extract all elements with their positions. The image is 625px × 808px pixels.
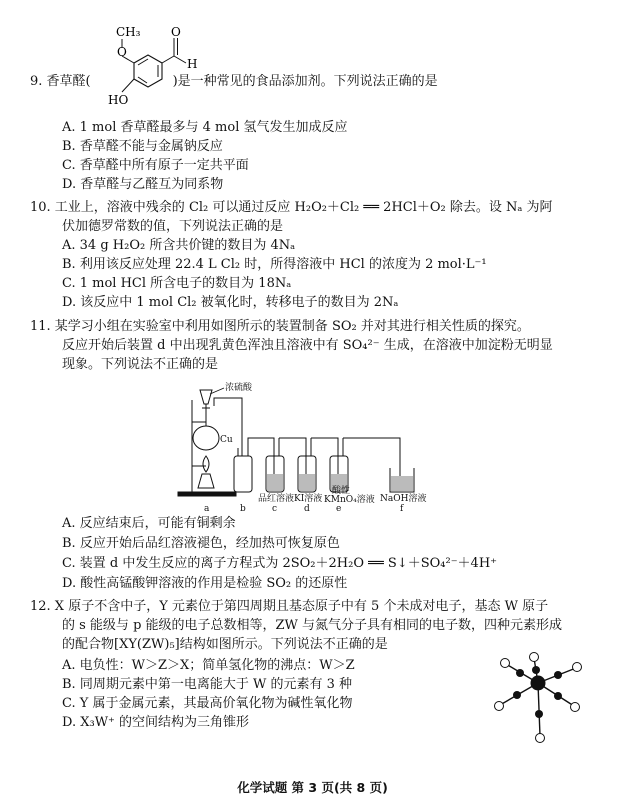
- q10-option-c: C. 1 mol HCl 所含电子的数目为 18Nₐ: [62, 276, 292, 291]
- q12-option-d: D. X₃W⁺ 的空间结构为三角锥形: [62, 715, 250, 730]
- central-atom: [531, 676, 546, 691]
- ligand-r-c: [554, 692, 562, 700]
- q12-option-c: C. Y 属于金属元素，其最高价氧化物为碱性氧化物: [62, 696, 353, 711]
- label-e-solution: KMnO₄溶液: [324, 495, 375, 505]
- ligand-l-c: [513, 691, 521, 699]
- q12-stem-1: 12. X 原子不含中子，Y 元素位于第四周期且基态原子中有 5 个未成对电子，基态 W 原子: [30, 599, 549, 614]
- aldehyde-bond: [162, 56, 174, 63]
- stand-base: [178, 492, 236, 496]
- dropping-funnel: [200, 390, 212, 404]
- q9-option-b: B. 香草醛不能与金属钠反应: [62, 139, 223, 154]
- ligand-top-c: [532, 666, 540, 674]
- complex-structure-diagram: [490, 650, 590, 748]
- letter-a: a: [204, 504, 210, 514]
- q9-option-c: C. 香草醛中所有原子一定共平面: [62, 158, 249, 173]
- letter-f: f: [400, 504, 404, 514]
- flask: [193, 426, 219, 450]
- ligand-l-o: [495, 702, 504, 711]
- q11-option-d: D. 酸性高锰酸钾溶液的作用是检验 SO₂ 的还原性: [62, 576, 348, 591]
- q11-stem-1: 11. 某学习小组在实验室中利用如图所示的装置制备 SO₂ 并对其进行相关性质的探究。: [30, 319, 530, 334]
- ligand-top-o: [530, 653, 539, 662]
- q10-stem-1: 10. 工业上，溶液中残余的 Cl₂ 可以通过反应 H₂O₂＋Cl₂ ══ 2HCl＋O₂ 除去。设 Nₐ 为阿: [30, 200, 553, 215]
- label-d-solution: KI溶液: [294, 494, 323, 504]
- label-c-solution: 品红溶液: [258, 494, 295, 504]
- aldehyde-h: H: [187, 57, 198, 71]
- q9-stem: [30, 73, 438, 90]
- ligand-bottom-o: [536, 734, 545, 743]
- q10-option-d: D. 该反应中 1 mol Cl₂ 被氧化时，转移电子的数目为 2Nₐ: [62, 295, 399, 310]
- burner: [198, 474, 214, 488]
- q12-option-b: B. 同周期元素中第一电离能大于 W 的元素有 3 种: [62, 677, 352, 692]
- ligand-ur-c: [554, 671, 562, 679]
- hydroxyl-label: HO: [108, 93, 129, 107]
- ligand-ul-c: [516, 669, 524, 677]
- q11-stem-3: 现象。下列说法不正确的是: [62, 357, 219, 372]
- q12-stem-2: 的 s 能级与 p 能级的电子总数相等，ZW 与氮气分子具有相同的电子数，四种元素形成: [62, 618, 563, 633]
- q9-stem-post: )是一种常见的食品添加剂。下列说法正确的是: [172, 74, 438, 89]
- q11-option-b: B. 反应开始后品红溶液褪色，经加热可恢复原色: [62, 536, 340, 551]
- aldehyde-oxygen: O: [171, 25, 181, 39]
- ligand-r-o: [571, 703, 580, 712]
- ligand-ur-o: [573, 663, 582, 672]
- letter-b: b: [240, 504, 246, 514]
- ligand-ul-o: [501, 659, 510, 668]
- letter-c: c: [272, 504, 278, 514]
- q10-stem-2: 伏加德罗常数的值，下列说法正确的是: [62, 219, 284, 234]
- q11-stem-2: 反应开始后装置 d 中出现乳黄色浑浊且溶液中有 SO₄²⁻ 生成，在溶液中加淀粉无明显: [62, 338, 553, 353]
- label-f-solution: NaOH溶液: [380, 494, 427, 504]
- q11-option-a: A. 反应结束后，可能有铜剩余: [62, 516, 236, 531]
- q10-option-b: B. 利用该反应处理 22.4 L Cl₂ 时，所得溶液中 HCl 的浓度为 2 mol·L⁻¹: [62, 257, 487, 272]
- q12-option-a: A. 电负性：W＞Z＞X；简单氢化物的沸点：W＞Z: [62, 658, 355, 673]
- page-footer: 化学试题 第 3 页(共 8 页): [237, 780, 388, 795]
- label-e-top: 酸性: [332, 486, 351, 496]
- letter-d: d: [304, 504, 310, 514]
- acid-label: 浓硫酸: [225, 383, 253, 393]
- q9-stem-pre: 9. 香草醛(: [30, 74, 91, 89]
- q10-option-a: A. 34 g H₂O₂ 所含共价键的数目为 4Nₐ: [62, 238, 296, 253]
- q11-option-c: C. 装置 d 中发生反应的离子方程式为 2SO₂＋2H₂O ══ S↓＋SO₄²⁻＋4H⁺: [62, 556, 498, 571]
- cu-label: Cu: [220, 435, 233, 445]
- methyl-label: CH₃: [116, 25, 141, 39]
- letter-e: e: [336, 504, 342, 514]
- apparatus-diagram: [170, 376, 470, 514]
- ether-oxygen: O: [117, 45, 127, 59]
- ligand-bottom-c: [535, 710, 543, 718]
- bottle-b: [234, 456, 252, 492]
- q9-option-d: D. 香草醛与乙醛互为同系物: [62, 177, 224, 192]
- vanillin-structure: [100, 18, 210, 114]
- q12-stem-3: 的配合物[XY(ZW)₅]结构如图所示。下列说法不正确的是: [62, 637, 388, 652]
- q9-option-a: A. 1 mol 香草醛最多与 4 mol 氢气发生加成反应: [62, 120, 348, 135]
